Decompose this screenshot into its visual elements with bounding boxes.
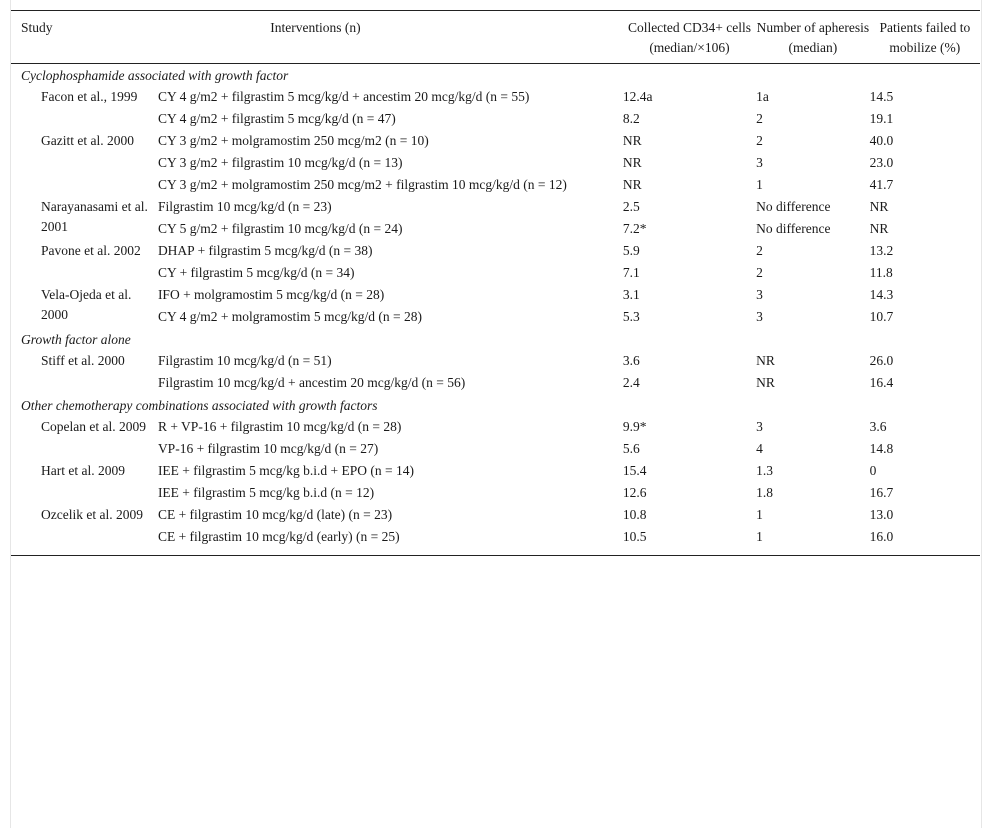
study-cell: [11, 284, 158, 328]
cd34-cell: NR: [622, 177, 642, 192]
cd34-cell: 10.5: [622, 529, 647, 544]
study-cell: [11, 130, 158, 196]
cd34-cell: 15.4: [622, 463, 647, 478]
section-row: [11, 64, 980, 87]
apheresis-cell: 2: [756, 265, 763, 280]
header-interventions: Interventions (n): [270, 20, 361, 35]
failed-cell: 19.1: [869, 111, 894, 126]
study-cell: [11, 196, 158, 240]
cd34-cell: NR: [622, 155, 642, 170]
table-row: [11, 416, 980, 438]
study-cell: [11, 416, 158, 460]
failed-cell: 16.7: [869, 485, 894, 500]
study-name: Vela-Ojeda et al. 2000: [41, 287, 132, 322]
table-row: [11, 130, 980, 152]
apheresis-cell: 2: [756, 133, 763, 148]
failed-cell: NR: [869, 221, 889, 236]
cd34-cell: 5.9: [622, 243, 640, 258]
cd34-cell: 3.1: [622, 287, 640, 302]
cd34-cell: 5.6: [622, 441, 640, 456]
study-cell: [11, 504, 158, 556]
table-row: [11, 86, 980, 108]
intervention-cell: CY + filgrastim 5 mcg/kg/d (n = 34): [157, 265, 355, 280]
intervention-cell: DHAP + filgrastim 5 mcg/kg/d (n = 38): [157, 243, 373, 258]
apheresis-cell: 3: [756, 155, 763, 170]
table-row: [11, 460, 980, 482]
failed-cell: 16.4: [869, 375, 894, 390]
intervention-cell: VP-16 + filgrastim 10 mcg/kg/d (n = 27): [157, 441, 379, 456]
apheresis-cell: 1a: [756, 89, 769, 104]
section-title: Growth factor alone: [21, 332, 131, 347]
intervention-cell: CY 3 g/m2 + filgrastim 10 mcg/kg/d (n = 13): [157, 155, 403, 170]
header-failed: Patients failed to mobilize (%): [879, 20, 971, 55]
failed-cell: 14.3: [869, 287, 894, 302]
failed-cell: 14.8: [869, 441, 894, 456]
header-apheresis: Number of apheresis (median): [756, 20, 870, 55]
cd34-cell: 7.2*: [622, 221, 647, 236]
cd34-cell: 12.6: [622, 485, 647, 500]
study-name: Ozcelik et al. 2009: [41, 507, 143, 522]
intervention-cell: IEE + filgrastim 5 mcg/kg b.i.d (n = 12): [157, 485, 375, 500]
intervention-cell: IFO + molgramostim 5 mcg/kg/d (n = 28): [157, 287, 385, 302]
intervention-cell: Filgrastim 10 mcg/kg/d (n = 23): [157, 199, 332, 214]
failed-cell: 40.0: [869, 133, 894, 148]
intervention-cell: R + VP-16 + filgrastim 10 mcg/kg/d (n = 28): [157, 419, 402, 434]
apheresis-cell: 1: [756, 177, 763, 192]
cd34-cell: NR: [622, 133, 642, 148]
failed-cell: 16.0: [869, 529, 894, 544]
section-row: [11, 394, 980, 416]
header-cd34: Collected CD34+ cells (median/×106): [627, 20, 752, 55]
study-cell: [11, 460, 158, 504]
failed-cell: 11.8: [869, 265, 893, 280]
intervention-cell: CY 4 g/m2 + molgramostim 5 mcg/kg/d (n = 28): [157, 309, 423, 324]
apheresis-cell: 3: [756, 287, 763, 302]
study-name: Gazitt et al. 2000: [41, 133, 134, 148]
intervention-cell: CY 4 g/m2 + filgrastim 5 mcg/kg/d + ancestim 20 mcg/kg/d (n = 55): [157, 89, 530, 104]
header-study: Study: [21, 20, 53, 35]
apheresis-cell: No difference: [756, 221, 831, 236]
study-cell: [11, 86, 158, 130]
apheresis-cell: 1: [756, 529, 763, 544]
study-name: Stiff et al. 2000: [41, 353, 125, 368]
apheresis-cell: 1.8: [756, 485, 773, 500]
apheresis-cell: 2: [756, 111, 763, 126]
cd34-cell: 8.2: [622, 111, 640, 126]
mobilization-table: [11, 10, 980, 556]
apheresis-cell: NR: [756, 353, 775, 368]
intervention-cell: CE + filgrastim 10 mcg/kg/d (early) (n = 25): [157, 529, 400, 544]
table-row: [11, 284, 980, 306]
table-row: [11, 504, 980, 526]
apheresis-cell: 4: [756, 441, 763, 456]
cd34-cell: 12.4a: [622, 89, 653, 104]
intervention-cell: Filgrastim 10 mcg/kg/d (n = 51): [157, 353, 332, 368]
apheresis-cell: 3: [756, 419, 763, 434]
cd34-cell: 7.1: [622, 265, 640, 280]
table-row: [11, 240, 980, 262]
intervention-cell: CY 3 g/m2 + molgramostim 250 mcg/m2 + filgrastim 10 mcg/kg/d (n = 12): [157, 177, 567, 192]
failed-cell: 26.0: [869, 353, 894, 368]
apheresis-cell: 1.3: [756, 463, 773, 478]
study-cell: [11, 240, 158, 284]
section-row: [11, 328, 980, 350]
section-title: Other chemotherapy combinations associated with growth factors: [21, 398, 378, 413]
study-name: Pavone et al. 2002: [41, 243, 141, 258]
intervention-cell: IEE + filgrastim 5 mcg/kg b.i.d + EPO (n = 14): [157, 463, 414, 478]
cd34-cell: 10.8: [622, 507, 647, 522]
failed-cell: 3.6: [869, 419, 887, 434]
apheresis-cell: 3: [756, 309, 763, 324]
cd34-cell: 5.3: [622, 309, 640, 324]
table-row: [11, 196, 980, 218]
table-row: [11, 350, 980, 372]
apheresis-cell: 2: [756, 243, 763, 258]
intervention-cell: CY 5 g/m2 + filgrastim 10 mcg/kg/d (n = 24): [157, 221, 403, 236]
table-body: [11, 64, 980, 556]
cd34-cell: 2.4: [622, 375, 640, 390]
study-name: Copelan et al. 2009: [41, 419, 146, 434]
header-row: [11, 11, 980, 64]
failed-cell: 13.2: [869, 243, 894, 258]
apheresis-cell: No difference: [756, 199, 831, 214]
failed-cell: 10.7: [869, 309, 894, 324]
study-name: Hart et al. 2009: [41, 463, 125, 478]
failed-cell: 23.0: [869, 155, 894, 170]
study-name: Narayanasami et al. 2001: [41, 199, 148, 234]
intervention-cell: Filgrastim 10 mcg/kg/d + ancestim 20 mcg/kg/d (n = 56): [157, 375, 466, 390]
cd34-cell: 9.9*: [622, 419, 647, 434]
intervention-cell: CY 3 g/m2 + molgramostim 250 mcg/m2 (n = 10): [157, 133, 429, 148]
study-name: Facon et al., 1999: [41, 89, 138, 104]
failed-cell: 41.7: [869, 177, 894, 192]
apheresis-cell: 1: [756, 507, 763, 522]
intervention-cell: CE + filgrastim 10 mcg/kg/d (late) (n = 23): [157, 507, 393, 522]
intervention-cell: CY 4 g/m2 + filgrastim 5 mcg/kg/d (n = 47): [157, 111, 396, 126]
apheresis-cell: NR: [756, 375, 775, 390]
failed-cell: 13.0: [869, 507, 894, 522]
failed-cell: 0: [869, 463, 877, 478]
section-title: Cyclophosphamide associated with growth factor: [21, 68, 289, 83]
failed-cell: NR: [869, 199, 889, 214]
failed-cell: 14.5: [869, 89, 894, 104]
cd34-cell: 2.5: [622, 199, 640, 214]
study-cell: [11, 350, 158, 394]
cd34-cell: 3.6: [622, 353, 640, 368]
